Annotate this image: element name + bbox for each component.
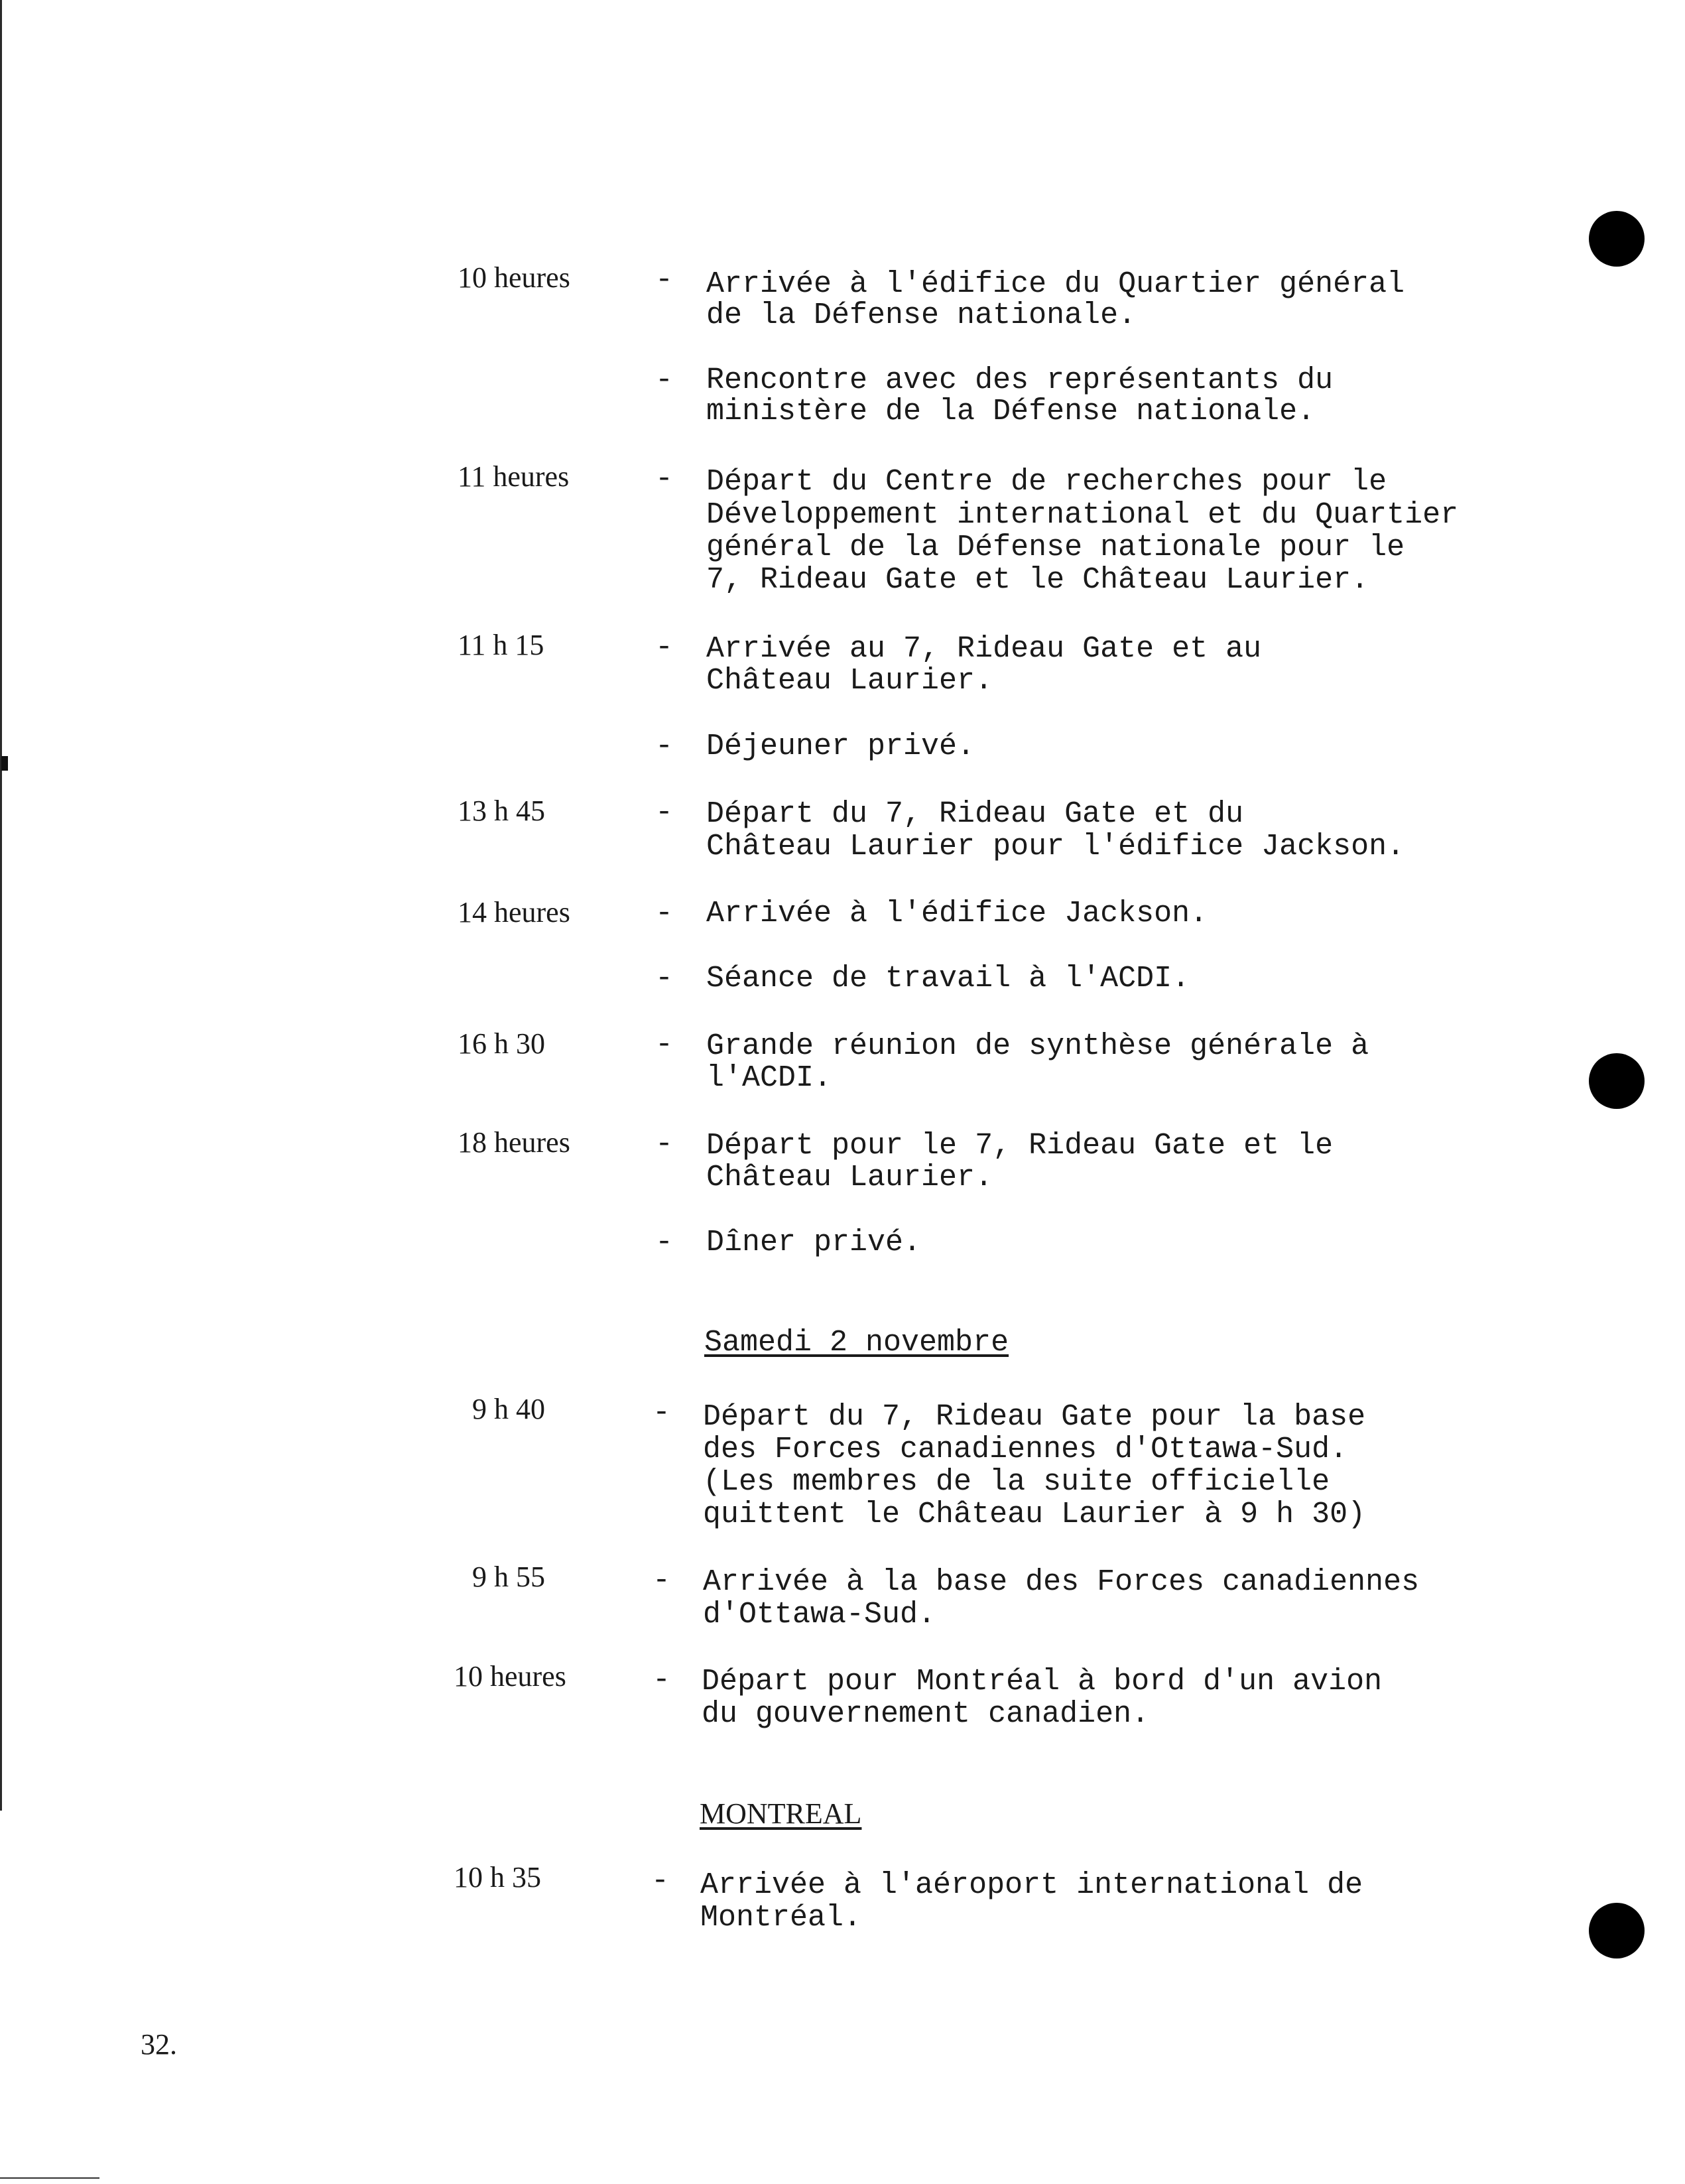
schedule-dash: - [655, 363, 674, 397]
schedule-dash: - [651, 1864, 670, 1898]
punch-hole [1589, 211, 1645, 267]
schedule-dash: - [655, 962, 674, 996]
schedule-description-line: Montréal. [700, 1901, 862, 1935]
scan-bottom-rule [0, 2177, 99, 2179]
schedule-time: 16 h 30 [458, 1027, 545, 1060]
schedule-time: 10 heures [458, 261, 570, 294]
schedule-description-line: Arrivée à l'aéroport international de [700, 1868, 1363, 1902]
schedule-description-line: l'ACDI. [706, 1061, 832, 1095]
schedule-description-line: quittent le Château Laurier à 9 h 30) [703, 1498, 1366, 1531]
schedule-description-line: Château Laurier pour l'édifice Jackson. [706, 830, 1405, 864]
schedule-dash: - [655, 1127, 674, 1161]
schedule-dash: - [655, 897, 674, 931]
schedule-description-line: général de la Défense nationale pour le [706, 531, 1405, 564]
schedule-dash: - [655, 263, 674, 297]
schedule-description-line: Développement international et du Quartier [706, 498, 1459, 532]
schedule-description-line: Départ pour Montréal à bord d'un avion [702, 1665, 1383, 1699]
schedule-dash: - [655, 631, 674, 665]
schedule-description-line: Arrivée à la base des Forces canadiennes [703, 1565, 1420, 1599]
schedule-dash: - [655, 1028, 674, 1062]
schedule-time: 9 h 40 [472, 1393, 545, 1425]
day-heading: Samedi 2 novembre [704, 1326, 1009, 1360]
schedule-dash: - [653, 1564, 671, 1598]
punch-hole [1589, 1053, 1645, 1109]
schedule-dash: - [655, 730, 674, 763]
page-number: 32. [141, 2028, 177, 2061]
schedule-description-line: Arrivée à l'édifice du Quartier général [706, 267, 1405, 301]
schedule-description-line: Arrivée au 7, Rideau Gate et au [706, 632, 1262, 666]
schedule-time: 10 h 35 [454, 1861, 541, 1894]
schedule-description-line: 7, Rideau Gate et le Château Laurier. [706, 563, 1369, 597]
schedule-dash: - [655, 1226, 674, 1259]
schedule-description-line: (Les membres de la suite officielle [703, 1465, 1330, 1499]
schedule-time: 13 h 45 [458, 795, 545, 827]
schedule-description-line: Rencontre avec des représentants du [706, 363, 1334, 397]
schedule-description-line: Dîner privé. [706, 1226, 922, 1259]
punch-hole [1589, 1903, 1645, 1959]
schedule-description-line: du gouvernement canadien. [702, 1697, 1150, 1731]
schedule-description-line: Grande réunion de synthèse générale à [706, 1029, 1369, 1063]
schedule-description-line: Départ du Centre de recherches pour le [706, 465, 1387, 499]
schedule-description-line: Déjeuner privé. [706, 730, 975, 763]
schedule-description-line: Départ du 7, Rideau Gate et du [706, 797, 1244, 831]
schedule-description-line: Arrivée à l'édifice Jackson. [706, 897, 1208, 931]
city-heading: MONTREAL [700, 1797, 862, 1830]
schedule-time: 18 heures [458, 1126, 570, 1159]
schedule-dash: - [653, 1663, 671, 1697]
schedule-time: 14 heures [458, 896, 570, 929]
schedule-time: 11 h 15 [458, 629, 544, 661]
schedule-dash: - [655, 796, 674, 830]
schedule-description-line: Départ pour le 7, Rideau Gate et le [706, 1129, 1334, 1163]
scan-left-edge [0, 0, 2, 1811]
schedule-description-line: des Forces canadiennes d'Ottawa-Sud. [703, 1433, 1348, 1466]
schedule-description-line: d'Ottawa-Sud. [703, 1598, 936, 1632]
scan-left-mark [1, 756, 8, 771]
schedule-time: 11 heures [458, 460, 570, 493]
schedule-description-line: ministère de la Défense nationale. [706, 395, 1316, 428]
schedule-description-line: Château Laurier. [706, 1161, 993, 1194]
schedule-time: 9 h 55 [472, 1561, 545, 1593]
schedule-description-line: Château Laurier. [706, 664, 993, 698]
schedule-dash: - [655, 462, 674, 496]
schedule-time: 10 heures [454, 1660, 566, 1693]
schedule-description-line: Départ du 7, Rideau Gate pour la base [703, 1400, 1366, 1434]
schedule-description-line: Séance de travail à l'ACDI. [706, 962, 1190, 996]
schedule-description-line: de la Défense nationale. [706, 298, 1137, 332]
schedule-dash: - [653, 1396, 671, 1430]
